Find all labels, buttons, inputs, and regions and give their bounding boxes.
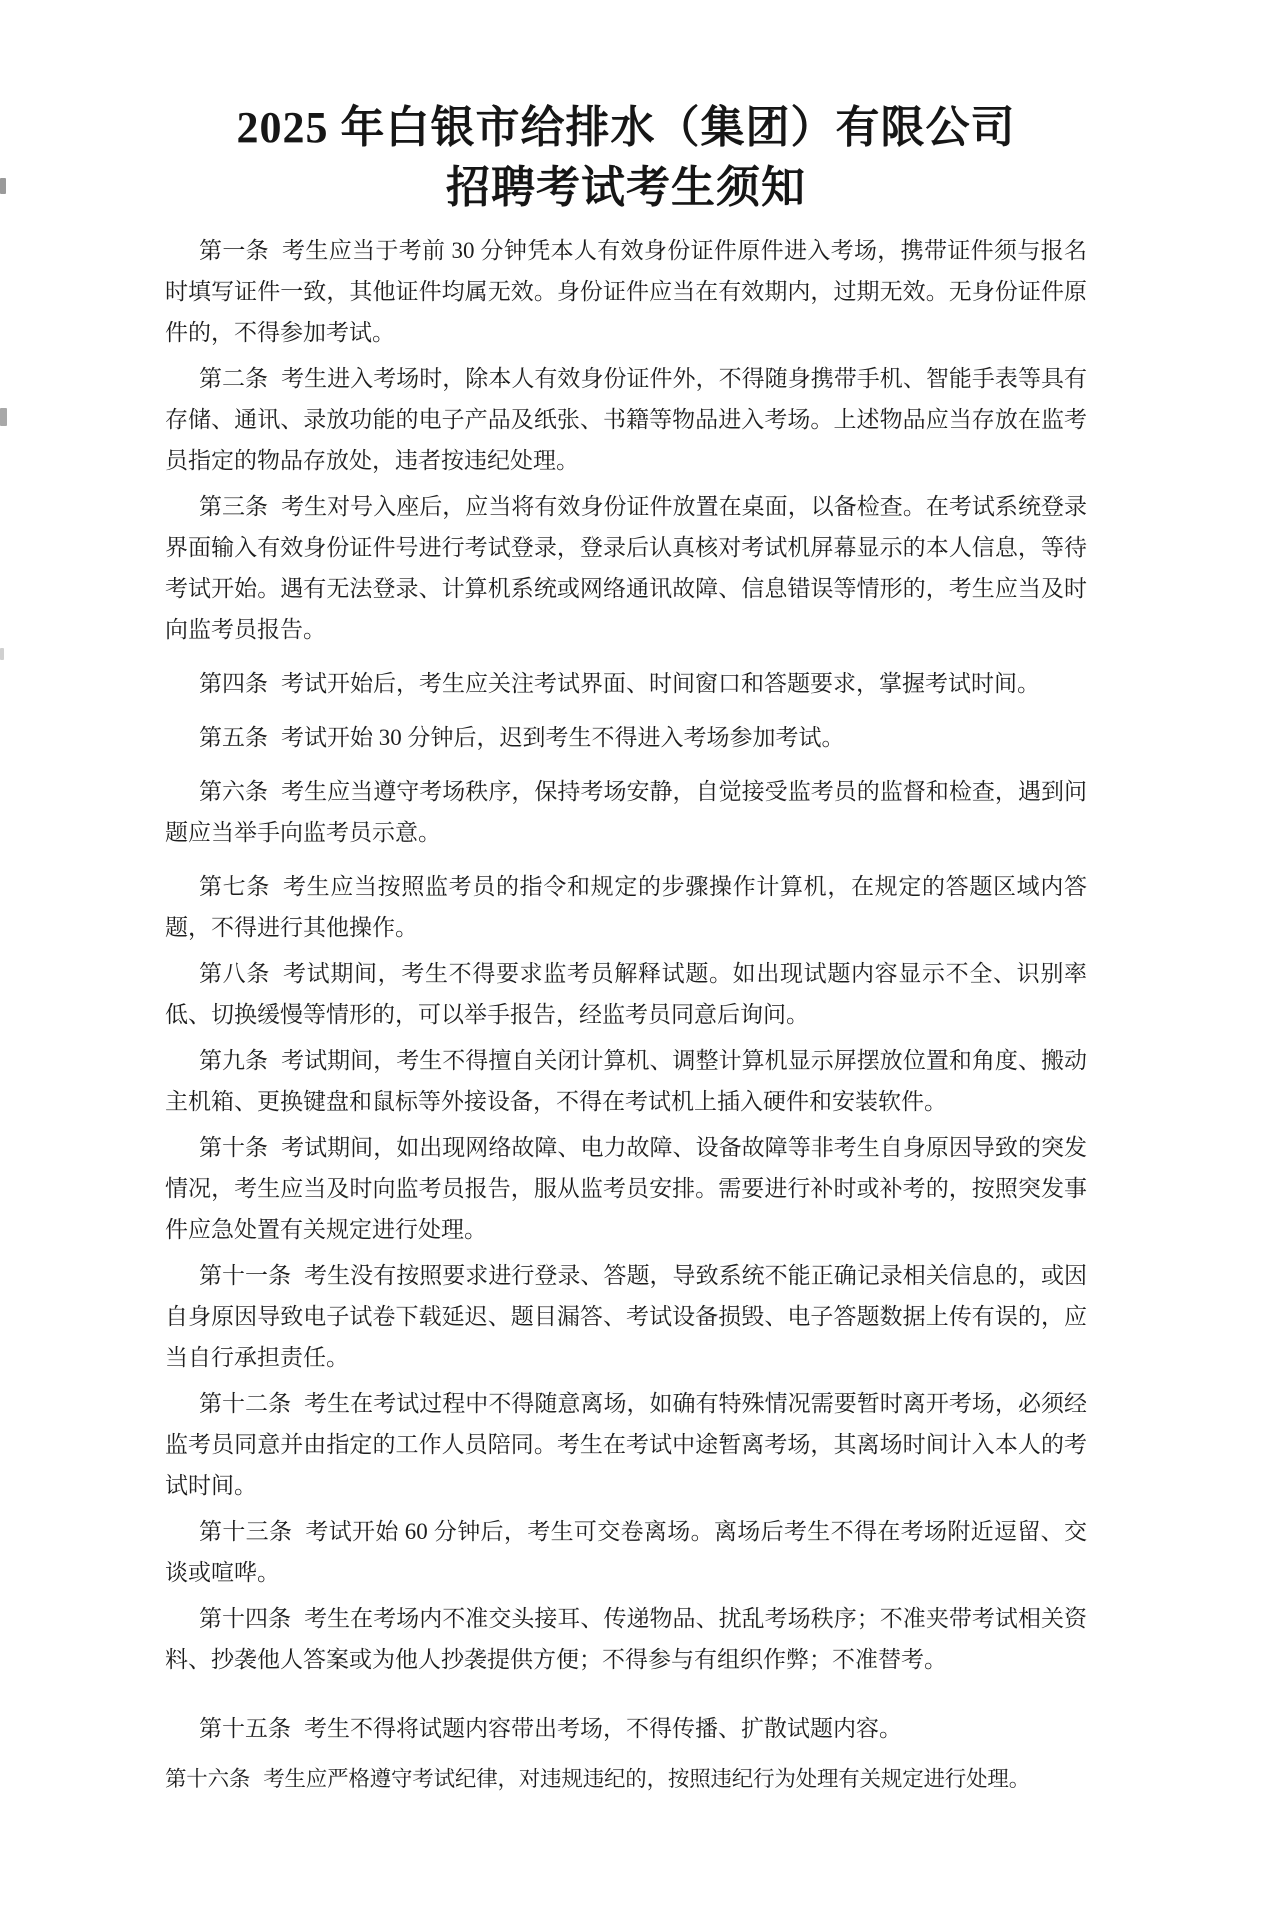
article-number: 第六条 bbox=[199, 779, 269, 804]
article-text: 考生没有按照要求进行登录、答题，导致系统不能正确记录相关信息的，或因自身原因导致电子试卷下载延迟、题目漏答、考试设备损毁、电子答题数据上传有误的，应当自行承担责任。 bbox=[165, 1263, 1088, 1370]
article-number: 第十六条 bbox=[165, 1767, 251, 1791]
article-text: 考生不得将试题内容带出考场，不得传播、扩散试题内容。 bbox=[304, 1716, 902, 1741]
article-text: 考生进入考场时，除本人有效身份证件外，不得随身携带手机、智能手表等具有存储、通讯、录放功能的电子产品及纸张、书籍等物品进入考场。上述物品应当存放在监考员指定的物品存放处，违者按违纪处理。 bbox=[165, 366, 1088, 473]
article-number: 第十五条 bbox=[199, 1716, 291, 1741]
article-paragraph bbox=[165, 1511, 1087, 1593]
article-paragraph bbox=[165, 358, 1087, 481]
article-text: 考生应当按照监考员的指令和规定的步骤操作计算机，在规定的答题区域内答题，不得进行其他操作。 bbox=[165, 874, 1087, 940]
article-number: 第十条 bbox=[199, 1135, 269, 1160]
article-paragraph bbox=[165, 1598, 1087, 1680]
article-paragraph bbox=[165, 1127, 1087, 1250]
article-text: 考生应当于考前 30 分钟凭本人有效身份证件原件进入考场，携带证件须与报名时填写证件一致，其他证件均属无效。身份证件应当在有效期内，过期无效。无身份证件原件的，不得参加考试。 bbox=[165, 238, 1088, 345]
article-number: 第三条 bbox=[199, 494, 269, 519]
article-number: 第四条 bbox=[199, 671, 268, 696]
article-paragraph bbox=[165, 1040, 1087, 1122]
document-title-line1: 2025 年白银市给排水（集团）有限公司 bbox=[236, 103, 1016, 152]
article-number: 第九条 bbox=[199, 1048, 269, 1073]
article-number: 第七条 bbox=[199, 874, 270, 899]
article-paragraph bbox=[165, 771, 1087, 853]
article-number: 第十一条 bbox=[199, 1263, 292, 1288]
article-text: 考试期间，考生不得要求监考员解释试题。如出现试题内容显示不全、识别率低、切换缓慢等情形的，可以举手报告，经监考员同意后询问。 bbox=[165, 961, 1087, 1027]
article-paragraph bbox=[165, 486, 1087, 650]
article-text: 考生在考试过程中不得随意离场，如确有特殊情况需要暂时离开考场，必须经监考员同意并由指定的工作人员陪同。考生在考试中途暂离考场，其离场时间计入本人的考试时间。 bbox=[165, 1391, 1088, 1498]
article-paragraph bbox=[165, 866, 1087, 948]
article-text: 考生应严格遵守考试纪律，对违规违纪的，按照违纪行为处理有关规定进行处理。 bbox=[263, 1767, 1031, 1791]
scan-artifact bbox=[0, 178, 6, 194]
article-text: 考生应当遵守考场秩序，保持考场安静，自觉接受监考员的监督和检查，遇到问题应当举手向监考员示意。 bbox=[165, 779, 1088, 845]
article-text: 考试期间，考生不得擅自关闭计算机、调整计算机显示屏摆放位置和角度、搬动主机箱、更换键盘和鼠标等外接设备，不得在考试机上插入硬件和安装软件。 bbox=[165, 1048, 1088, 1114]
document-title-line2: 招聘考试考生须知 bbox=[446, 163, 806, 212]
scan-artifact bbox=[0, 648, 4, 660]
article-number: 第十三条 bbox=[199, 1519, 293, 1544]
article-number: 第二条 bbox=[199, 366, 269, 391]
article-paragraph bbox=[165, 230, 1087, 353]
article-text: 考试开始后，考生应关注考试界面、时间窗口和答题要求，掌握考试时间。 bbox=[281, 671, 1040, 696]
article-number: 第八条 bbox=[199, 961, 270, 986]
notice-articles bbox=[165, 230, 1087, 1800]
article-text: 考生在考场内不准交头接耳、传递物品、扰乱考场秩序；不准夹带考试相关资料、抄袭他人答案或为他人抄袭提供方便；不得参与有组织作弊；不准替考。 bbox=[165, 1606, 1088, 1672]
article-paragraph bbox=[165, 953, 1087, 1035]
scan-artifact bbox=[0, 408, 7, 426]
article-text: 考试期间，如出现网络故障、电力故障、设备故障等非考生自身原因导致的突发情况，考生应当及时向监考员报告，服从监考员安排。需要进行补时或补考的，按照突发事件应急处置有关规定进行处理。 bbox=[165, 1135, 1088, 1242]
article-paragraph bbox=[165, 717, 1087, 758]
article-text: 考试开始 60 分钟后，考生可交卷离场。离场后考生不得在考场附近逗留、交谈或喧哗。 bbox=[165, 1519, 1088, 1585]
article-number: 第十二条 bbox=[199, 1391, 292, 1416]
article-paragraph bbox=[165, 663, 1087, 704]
article-paragraph bbox=[165, 1759, 1087, 1800]
article-paragraph bbox=[165, 1708, 1087, 1749]
article-number: 第十四条 bbox=[199, 1606, 292, 1631]
article-text: 考试开始 30 分钟后，迟到考生不得进入考场参加考试。 bbox=[281, 725, 845, 750]
article-text: 考生对号入座后，应当将有效身份证件放置在桌面，以备检查。在考试系统登录界面输入有效身份证件号进行考试登录，登录后认真核对考试机屏幕显示的本人信息，等待考试开始。遇有无法登录、计算机系统或网络通讯故障、信息错误等情形的，考生应当及时向监考员报告。 bbox=[165, 494, 1088, 642]
article-number: 第一条 bbox=[199, 238, 270, 263]
article-paragraph bbox=[165, 1383, 1087, 1506]
article-paragraph bbox=[165, 1255, 1087, 1378]
article-number: 第五条 bbox=[199, 725, 268, 750]
